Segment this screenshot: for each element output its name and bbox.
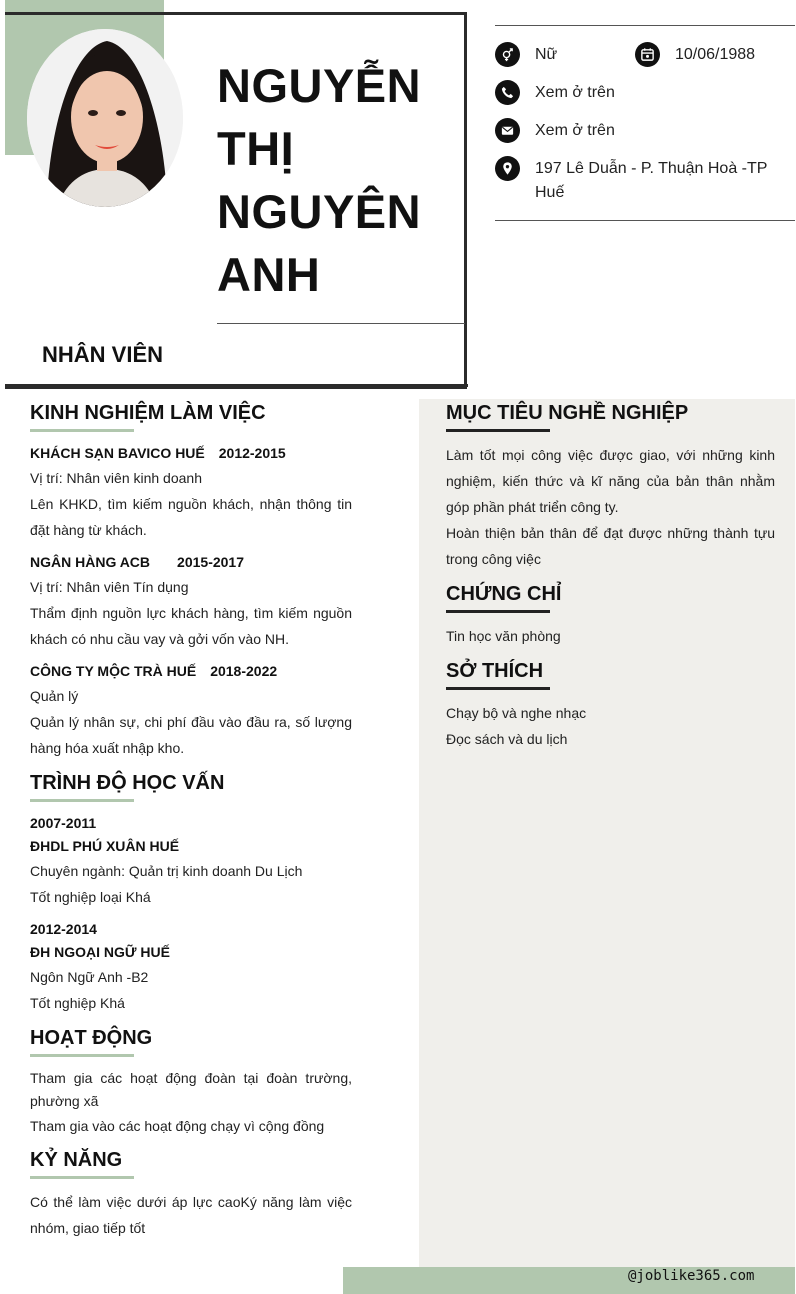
- job-title: NHÂN VIÊN: [42, 342, 164, 367]
- experience-position: Quản lý: [30, 688, 79, 704]
- experience-description: Quản lý nhân sự, chi phí đầu vào đầu ra, số lượng hàng hóa xuất nhập kho.: [30, 714, 352, 756]
- name-line: NGUYỄN: [217, 59, 422, 112]
- section-underline: [30, 1054, 134, 1057]
- section-title: MỤC TIÊU NGHỀ NGHIỆP: [446, 402, 689, 424]
- hobbies-section: [446, 657, 775, 752]
- hobby-item: Chạy bộ và nghe nhạc: [446, 705, 587, 721]
- experience-years: 2012-2015: [218, 445, 286, 461]
- name-line: NGUYÊN: [217, 185, 422, 238]
- experience-item: [30, 660, 352, 761]
- activity-item: Tham gia các hoạt động đoàn tại đoàn trường, phường xã: [30, 1070, 352, 1109]
- email-value: Xem ở trên: [535, 122, 615, 139]
- section-underline: [30, 429, 134, 432]
- skills-section: [30, 1146, 352, 1241]
- contact-divider-top: [495, 25, 795, 26]
- footer-site: @joblike365.com: [628, 1268, 755, 1284]
- experience-heading: [30, 442, 352, 465]
- school-name: ĐH NGOẠI NGỮ HUẾ: [30, 944, 170, 960]
- experience-section: [30, 399, 352, 761]
- section-underline: [30, 1176, 134, 1179]
- section-underline: [30, 799, 134, 802]
- objective-section: [446, 399, 775, 572]
- activity-item: Tham gia vào các hoạt động chạy vì cộng đồng: [30, 1118, 325, 1134]
- education-item: [30, 812, 352, 910]
- right-column: [446, 399, 775, 758]
- activities-section: [30, 1024, 352, 1138]
- header-frame-bottom: [5, 384, 468, 387]
- gender-value: Nữ: [535, 46, 558, 63]
- certificate-item: Tin học văn phòng: [446, 628, 561, 644]
- certificates-section: [446, 580, 775, 649]
- education-years: 2012-2014: [30, 921, 97, 937]
- avatar: [27, 29, 183, 207]
- phone-icon: [495, 80, 520, 105]
- calendar-icon: [635, 42, 660, 67]
- phone-value: Xem ở trên: [535, 84, 615, 101]
- company-name: NGÂN HÀNG ACB: [30, 554, 151, 570]
- birthdate-value: 10/06/1988: [675, 46, 756, 63]
- objective-paragraph: Hoàn thiện bản thân để đạt được những thành tựu trong công việc: [446, 525, 775, 567]
- avatar-photo: [27, 29, 183, 207]
- email-icon: [495, 118, 520, 143]
- name-divider: [217, 323, 465, 324]
- section-underline: [446, 610, 550, 613]
- contact-divider-bottom: [495, 220, 795, 221]
- experience-position: Vị trí: Nhân viên Tín dụng: [30, 579, 189, 595]
- section-title: TRÌNH ĐỘ HỌC VẤN: [30, 772, 225, 794]
- section-title: CHỨNG CHỈ: [446, 583, 562, 605]
- section-title: KINH NGHIỆM LÀM VIỆC: [30, 402, 266, 424]
- section-title: HOẠT ĐỘNG: [30, 1027, 153, 1049]
- school-name: ĐHDL PHÚ XUÂN HUẾ: [30, 838, 180, 854]
- experience-description: Lên KHKD, tìm kiếm nguồn khách, nhận thông tin đặt hàng từ khách.: [30, 496, 352, 538]
- location-icon: [495, 156, 520, 181]
- hobby-item: Đọc sách và du lịch: [446, 731, 568, 747]
- education-years: 2007-2011: [30, 815, 97, 831]
- experience-heading: [30, 660, 352, 683]
- education-result: Tốt nghiệp loại Khá: [30, 889, 151, 905]
- full-name: [217, 54, 457, 306]
- experience-years: 2015-2017: [177, 554, 244, 570]
- education-major: Ngôn Ngữ Anh -B2: [30, 969, 149, 985]
- experience-item: [30, 551, 352, 652]
- section-underline: [446, 429, 550, 432]
- section-underline: [446, 687, 550, 690]
- gender-icon: [495, 42, 520, 67]
- experience-position: Vị trí: Nhân viên kinh doanh: [30, 470, 202, 486]
- left-column: [30, 399, 352, 1247]
- company-name: KHÁCH SẠN BAVICO HUẾ: [30, 445, 205, 461]
- education-major: Chuyên ngành: Quản trị kinh doanh Du Lịch: [30, 863, 303, 879]
- objective-paragraph: Làm tốt mọi công việc được giao, với những kinh nghiệm, kiến thức và kĩ năng của bản thân nhằm góp phần phát triển công ty.: [446, 447, 775, 515]
- address-value: 197 Lê Duẫn - P. Thuận Hoà -TP Huế: [535, 160, 768, 201]
- experience-years: 2018-2022: [210, 663, 278, 679]
- education-section: [30, 769, 352, 1016]
- section-title: KỶ NĂNG: [30, 1149, 123, 1171]
- skills-text: Có thể làm việc dưới áp lực caoKý năng làm việc nhóm, giao tiếp tốt: [30, 1194, 352, 1236]
- education-result: Tốt nghiệp Khá: [30, 995, 125, 1011]
- experience-item: [30, 442, 352, 543]
- education-item: [30, 918, 352, 1016]
- experience-description: Thẩm định nguồn lực khách hàng, tìm kiếm nguồn khách có nhu cầu vay và gởi vốn vào NH.: [30, 605, 352, 647]
- name-line: ANH: [217, 248, 321, 301]
- name-line: THỊ: [217, 122, 295, 175]
- experience-heading: [30, 551, 352, 574]
- section-title: SỞ THÍCH: [446, 660, 544, 682]
- company-name: CÔNG TY MỘC TRÀ HUẾ: [30, 663, 197, 679]
